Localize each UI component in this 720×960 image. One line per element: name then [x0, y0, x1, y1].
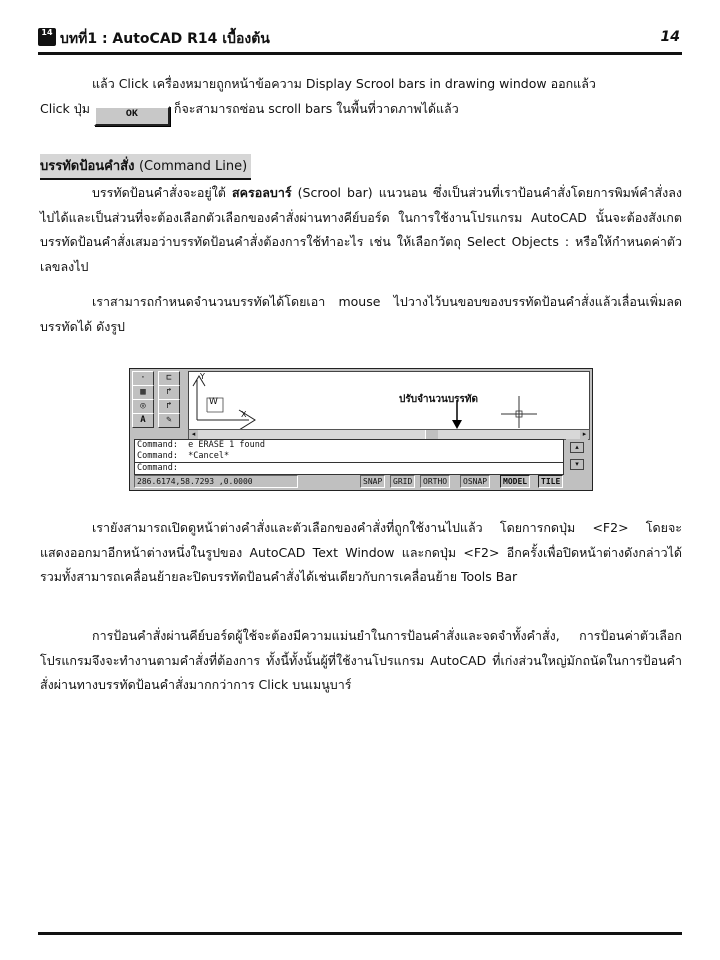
section-heading	[40, 154, 251, 180]
adjust-lines-label: ปรับจำนวนบรรทัด	[399, 394, 479, 405]
region-tool-icon: ◎	[132, 399, 154, 414]
p1-bold-term: สครอลบาร์	[232, 185, 292, 200]
p2-text: เราสามารถกำหนดจำนวนบรรทัดได้โดยเอา mouse ไปวางไว้บนขอบของบรรทัดป้อนคำสั่งแล้วเลื่อนเพิ่มลดบรรทัดได้ ดังรูป	[40, 294, 682, 334]
scroll-thumb[interactable]	[425, 430, 438, 439]
polyline-tool-icon: ↱	[158, 399, 180, 414]
grid-toggle[interactable]: GRID	[390, 475, 415, 488]
command-history-line-2: Command: *Cancel*	[137, 451, 230, 461]
command-scroll-up-icon[interactable]: ▴	[570, 442, 584, 453]
p4-text: การป้อนคำสั่งผ่านคีย์บอร์ดผู้ใช้จะต้องมีความแม่นยำในการป้อนคำสั่งและจดจำทั้งคำสั่ง, การป้อนค่าตัวเลือก โปรแกรมจึงจะทำงานตามคำสั่งที่ต้องการ ทั้งนี้ทั้งนั้นผู้ที่ใช้งานโปรแกรม AutoCAD ที่เก่งส่วนใหญ่มักถนัดในการป้อนคำสั่งผ่านทางบรรทัดป้อนคำสั่งมากกว่าการ Click บนเมนูบาร์	[40, 628, 682, 692]
ok-button-image: OK	[94, 106, 170, 126]
page-number: 14	[660, 29, 680, 45]
autocad-screenshot-figure	[129, 368, 593, 491]
chapter-title: บทที่1 : AutoCAD R14 เบื้องต้น	[60, 31, 270, 47]
edit-tool-icon: ✎	[158, 413, 180, 428]
draw-toolbar	[132, 371, 182, 431]
paragraph-command-line-intro	[40, 181, 682, 279]
command-line-window[interactable]	[134, 439, 564, 475]
footer-rule	[38, 932, 682, 935]
status-bar	[134, 475, 588, 487]
command-scrollbar[interactable]	[566, 439, 588, 473]
paragraph-resize-lines	[40, 290, 682, 339]
p1-rest: (Scrool bar) แนวนอน ซึ่งเป็นส่วนที่เราป้อนคำสั่งโดยการพิมพ์คำสั่งลงไปได้และเป็นส่วนที่จะต้องเลือกตัวเลือกของคำสั่งผ่านทางคีย์บอร์ด ในการใช้งานโปรแกรม AutoCAD นั้นจะต้องสังเกตบรรทัดป้อนคำสั่งเสมอว่าบรรทัดป้อนคำสั่งต้องการใช้ทำอะไร เช่น ให้เลือกวัตถุ Select Objects : หรือให้กำหนดค่าตัวเลขลงไป	[40, 185, 682, 274]
model-toggle[interactable]: MODEL	[500, 475, 530, 488]
p3-text: เรายังสามารถเปิดดูหน้าต่างคำสั่งและตัวเลือกของคำสั่งที่ถูกใช้งานไปแล้ว โดยการกดปุ่ม <F2> โดยจะแสดงออกมาอีกหน้าต่างหนึ่งในรูปของ AutoCAD Text Window และกดปุ่ม <F2> อีกครั้งเพื่อปิดหน้าต่างดังกล่าวได้ รวมทั้งสามารถเคลื่อนย้ายละปิดบรรทัดป้อนคำสั่งได้เช่นเดียวกับการเคลื่อนย้าย Tools Bar	[40, 520, 682, 584]
drawing-area	[188, 371, 590, 430]
tile-toggle[interactable]: TILE	[538, 475, 563, 488]
point-tool-icon: ·	[132, 371, 154, 386]
intro-line-1: แล้ว Click เครื่องหมายถูกหน้าข้อความ Display Scrool bars in drawing window ออกแล้ว	[92, 76, 596, 91]
command-prompt[interactable]: Command:	[135, 462, 563, 474]
p1-start: บรรทัดป้อนคำสั่งจะอยู่ใต้	[92, 185, 226, 200]
command-history-line-1: Command: e ERASE 1 found	[137, 440, 265, 450]
intro-paragraph	[40, 72, 682, 126]
intro-line-2-pre: Click ปุ่ม	[40, 100, 90, 116]
chapter-icon	[38, 28, 56, 46]
header-rule	[38, 52, 682, 55]
paragraph-keyboard-input	[40, 624, 682, 698]
section-heading-english: (Command Line)	[138, 159, 248, 174]
scroll-left-arrow-icon[interactable]: ◂	[189, 430, 198, 439]
hatch-tool-icon: ▦	[132, 385, 154, 400]
paragraph-text-window	[40, 516, 682, 590]
ucs-w-label: W	[209, 397, 218, 407]
block-tool-icon: ⊏	[158, 371, 180, 386]
chapter-icon-number: 14	[41, 28, 53, 37]
section-heading-thai: บรรทัดป้อนคำสั่ง	[40, 159, 135, 174]
page-header	[38, 28, 682, 54]
coordinate-readout: 286.6174,58.7293 ,0.0000	[134, 475, 298, 488]
osnap-toggle[interactable]: OSNAP	[460, 475, 490, 488]
ortho-toggle[interactable]: ORTHO	[420, 475, 450, 488]
drawing-graphics	[189, 372, 589, 429]
ucs-y-label: Y	[200, 372, 205, 381]
intro-line-2-post: ก็จะสามารถซ่อน scroll bars ในพื้นที่วาดภาพได้แล้ว	[173, 100, 459, 116]
ucs-x-label: X	[241, 410, 247, 419]
command-scroll-down-icon[interactable]: ▾	[570, 459, 584, 470]
snap-toggle[interactable]: SNAP	[360, 475, 385, 488]
text-tool-icon: A	[132, 413, 154, 428]
scroll-right-arrow-icon[interactable]: ▸	[580, 430, 589, 439]
arc-tool-icon: ↱	[158, 385, 180, 400]
